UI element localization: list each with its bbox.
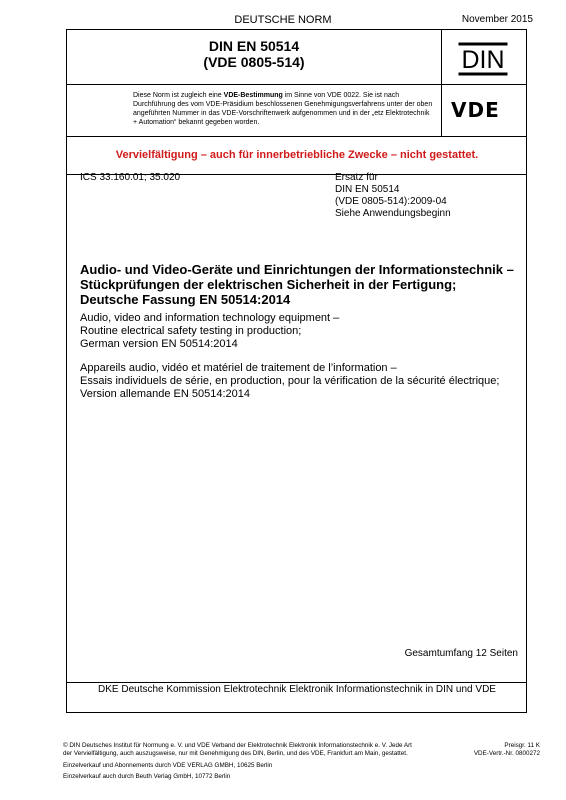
- vde-classification: (VDE 0805-514): [203, 54, 305, 70]
- ics-classification: ICS 33.160.01; 35.020: [80, 172, 181, 183]
- divider-line: [67, 84, 526, 85]
- title-line: Audio, video and information technology equipment –: [80, 312, 340, 324]
- vde-note-text: Diese Norm ist zugleich eine: [133, 92, 224, 99]
- total-pages: Gesamtumfang 12 Seiten: [404, 648, 518, 659]
- sales-info: Einzelverkauf auch durch Beuth Verlag GmbH, 10772 Berlin: [63, 773, 231, 781]
- reproduction-warning: Vervielfältigung – auch für innerbetriebliche Zwecke – nicht gestattet.: [115, 149, 479, 161]
- vde-note-bold: VDE-Bestimmung: [223, 92, 283, 99]
- din-logo-text: DIN: [461, 46, 505, 74]
- copyright-notice: © DIN Deutsches Institut für Normung e. V. und VDE Verband der Elektrotechnik Elektronik Informationstechnik e. V. Jede Art der Vervielfältigung, auch auszugsweise, nur mit Genehmigung des DIN, Berlin, und des VDE, Frankfurt am Main, gestattet.: [63, 742, 412, 757]
- standard-number-block: [67, 30, 441, 84]
- din-logo-graphic: [458, 42, 508, 76]
- publication-date: November 2015: [461, 14, 533, 25]
- title-line: Essais individuels de série, en production, pour la vérification de la sécurité électrique;: [80, 375, 500, 387]
- din-logo: [458, 42, 508, 76]
- dke-commission: DKE Deutsche Kommission Elektrotechnik Elektronik Informationstechnik in DIN und VDE: [98, 684, 496, 695]
- title-line: Stückprüfungen der elektrischen Sicherheit in der Fertigung;: [80, 277, 457, 292]
- english-title: [80, 312, 520, 351]
- title-line: Routine electrical safety testing in production;: [80, 325, 302, 337]
- title-line: Audio- und Video-Geräte und Einrichtungen der Informationstechnik –: [80, 262, 514, 277]
- title-line: Version allemande EN 50514:2014: [80, 388, 251, 400]
- order-number: VDE-Vertr.-Nr. 0800272: [473, 750, 540, 757]
- vde-regulation-note: [133, 91, 433, 127]
- replacement-info: [335, 172, 451, 220]
- german-title: [80, 262, 520, 307]
- price-group: Preisgr. 11 K: [504, 742, 540, 749]
- replacement-line: DIN EN 50514: [335, 184, 400, 195]
- replacement-line: (VDE 0805-514):2009-04: [335, 196, 447, 207]
- document-type-header: DEUTSCHE NORM: [234, 14, 332, 26]
- title-line: Appareils audio, vidéo et matériel de traitement de l’information –: [80, 362, 397, 374]
- footer-pricing: [474, 742, 540, 758]
- replacement-line: Ersatz für: [335, 172, 378, 183]
- vde-note-text: im Sinne von VDE 0022. Sie ist nach Durchführung des vom VDE-Präsidium beschlossenen Genehmigungsverfahrens unter der oben angeführten Nummer in das VDE-Vorschriftenwerk aufgenommen und in der „etz Elektrotechnik + Automation“ bekannt gegeben worden.: [133, 92, 433, 126]
- footer-legal: [63, 742, 413, 781]
- sales-info: Einzelverkauf und Abonnements durch VDE VERLAG GMBH, 10625 Berlin: [63, 761, 273, 769]
- french-title: [80, 362, 525, 401]
- divider-line: [67, 682, 526, 683]
- replacement-line: Siehe Anwendungsbeginn: [335, 208, 451, 219]
- title-line: Deutsche Fassung EN 50514:2014: [80, 292, 291, 307]
- divider-line: [441, 30, 442, 136]
- title-line: German version EN 50514:2014: [80, 338, 238, 350]
- standard-number: DIN EN 50514: [208, 38, 300, 54]
- vde-logo: VDE: [451, 98, 500, 122]
- divider-line: [67, 136, 526, 137]
